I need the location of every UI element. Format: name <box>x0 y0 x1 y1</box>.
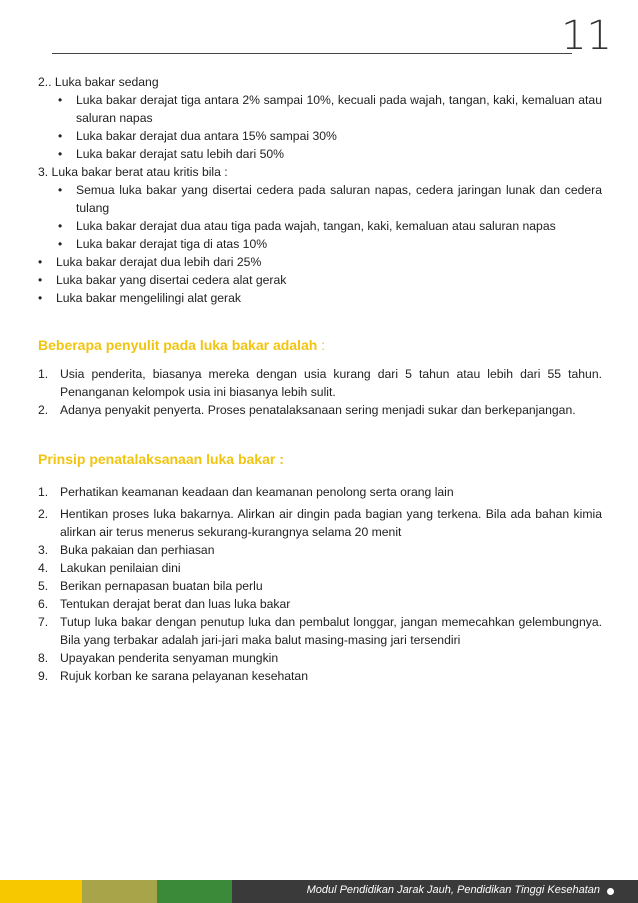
footer-dark-segment <box>232 880 638 903</box>
list-item: • Luka bakar derajat dua lebih dari 25% <box>38 253 602 271</box>
list-item: • Luka bakar derajat tiga di atas 10% <box>58 235 602 253</box>
list-item: • Luka bakar derajat tiga antara 2% sampai 10%, kecuali pada wajah, tangan, kaki, kemaluan atau saluran napas <box>58 91 602 127</box>
page-number: 11 <box>561 13 612 59</box>
footer-yellow-segment <box>0 880 82 903</box>
list-item: • Luka bakar derajat satu lebih dari 50% <box>58 145 602 163</box>
bullet-icon <box>58 127 76 145</box>
numbered-item: 5. Berikan pernapasan buatan bila perlu <box>38 579 263 593</box>
list-item: • Luka bakar derajat dua antara 15% sampai 30% <box>58 127 602 145</box>
numbered-item: 4. Lakukan penilaian dini <box>38 561 181 575</box>
list-item: • Luka bakar yang disertai cedera alat gerak <box>38 271 602 289</box>
section-3-title: 3. Luka bakar berat atau kritis bila : <box>38 165 228 179</box>
list-item: • Luka bakar mengelilingi alat gerak <box>38 289 602 307</box>
numbered-item: 1. Usia penderita, biasanya mereka dengan usia kurang dari 5 tahun atau lebih dari 55 tahun. Penanganan kelompok usia ini biasanya lebih sulit. <box>38 367 602 399</box>
numbered-item: 1. Perhatikan keamanan keadaan dan keamanan penolong serta orang lain <box>38 485 454 499</box>
bullet-icon <box>58 145 76 163</box>
numbered-item: 8. Upayakan penderita senyaman mungkin <box>38 651 279 665</box>
bullet-icon <box>58 181 76 217</box>
footer-olive-segment <box>82 880 157 903</box>
dot-icon <box>607 888 614 895</box>
numbered-item: 3. Buka pakaian dan perhiasan <box>38 543 215 557</box>
numbered-item: 6. Tentukan derajat berat dan luas luka bakar <box>38 597 291 611</box>
bullet-icon <box>58 217 76 235</box>
bullet-icon <box>58 235 76 253</box>
numbered-item: 2. Hentikan proses luka bakarnya. Alirkan air dingin pada bagian yang terkena. Bila ada bahan kimia alirkan air terus menerus sekurang-kurangnya selama 20 menit <box>38 507 602 539</box>
bullet-icon <box>58 91 76 127</box>
complications-heading: Beberapa penyulit pada luka bakar adalah : <box>38 337 326 353</box>
bullet-icon <box>38 289 56 307</box>
numbered-item: 9. Rujuk korban ke sarana pelayanan kesehatan <box>38 669 308 683</box>
footer-bar <box>0 880 638 903</box>
numbered-item: 2. Adanya penyakit penyerta. Proses penatalaksanaan sering menjadi sukar dan berkepanjangan. <box>38 403 576 417</box>
bullet-icon <box>38 253 56 271</box>
numbered-item: 7. Tutup luka bakar dengan penutup luka dan pembalut longgar, jangan memecahkan gelembungnya. Bila yang terbakar adalah jari-jari maka balut masing-masing jari tersendiri <box>38 615 602 647</box>
footer-text: Modul Pendidikan Jarak Jauh, Pendidikan Tinggi Kesehatan <box>306 884 600 896</box>
list-item: • Semua luka bakar yang disertai cedera pada saluran napas, cedera jaringan lunak dan cedera tulang <box>58 181 602 217</box>
header-rule <box>52 53 572 54</box>
footer-green-segment <box>157 880 232 903</box>
page-content <box>38 73 602 685</box>
list-item: • Luka bakar derajat dua atau tiga pada wajah, tangan, kaki, kemaluan atau saluran napas <box>58 217 602 235</box>
section-2-title: 2.. Luka bakar sedang <box>38 75 159 89</box>
bullet-icon <box>38 271 56 289</box>
principles-heading: Prinsip penatalaksanaan luka bakar : <box>38 451 284 467</box>
